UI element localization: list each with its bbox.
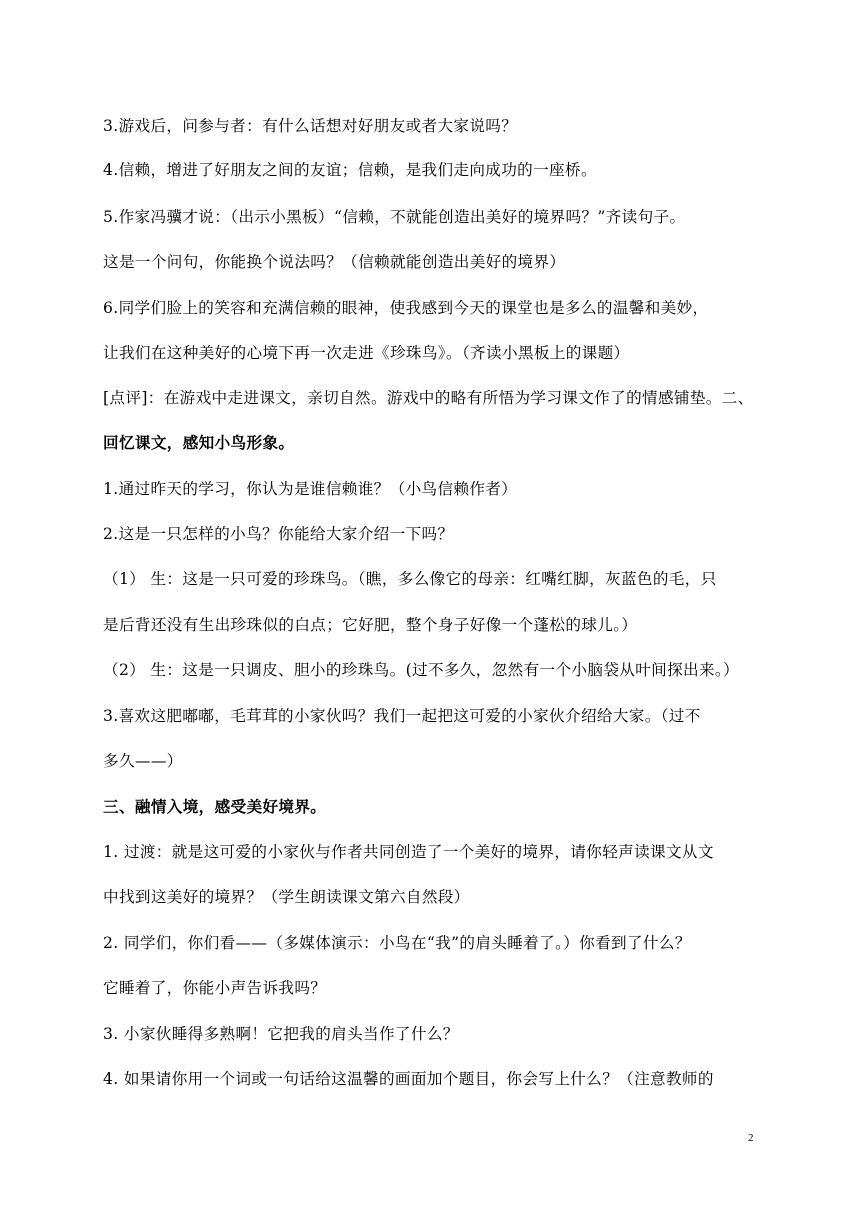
text-line: 这是一个问句，你能换个说法吗？（信赖就能创造出美好的境界） bbox=[103, 253, 566, 271]
text-line: 让我们在这种美好的心境下再一次走进《珍珠鸟》。（齐读小黑板上的课题） bbox=[103, 344, 630, 362]
section-heading: 回忆课文，感知小鸟形象。 bbox=[103, 433, 295, 452]
text-line: 是后背还没有生出珍珠似的白点；它好肥，整个身子好像一个蓬松的球儿。） bbox=[103, 616, 638, 634]
text-line: 它睡着了，你能小声告诉我吗？ bbox=[103, 979, 327, 997]
text-line: 2. 同学们，你们看——（多媒体演示：小鸟在“我”的肩头睡着了。）你看到了什么？ bbox=[103, 934, 691, 952]
text-line: 5.作家冯骥才说：（出示小黑板）“信赖，不就能创造出美好的境界吗？”齐读句子。 bbox=[103, 208, 686, 226]
text-line: 中找到这美好的境界？（学生朗读课文第六自然段） bbox=[103, 888, 470, 906]
section-heading: 三、融情入境，感受美好境界。 bbox=[103, 797, 327, 816]
text-line: 多久——） bbox=[103, 752, 183, 770]
text-line: （2） 生：这是一只调皮、胆小的珍珠鸟。(过不多久，忽然有一个小脑袋从叶间探出来。） bbox=[103, 661, 740, 679]
text-line: 6.同学们脸上的笑容和充满信赖的眼神，使我感到今天的课堂也是多么的温馨和美妙， bbox=[103, 299, 709, 317]
text-line: 3. 小家伙睡得多熟啊！它把我的肩头当作了什么？ bbox=[103, 1025, 459, 1043]
text-line: （1） 生：这是一只可爱的珍珠鸟。（瞧，多么像它的母亲：红嘴红脚，灰蓝色的毛，只 bbox=[103, 570, 717, 588]
page-number: 2 bbox=[748, 1132, 754, 1144]
text-line: 1.通过昨天的学习，你认为是谁信赖谁？（小鸟信赖作者） bbox=[103, 480, 518, 498]
commentary-line: [点评]：在游戏中走进课文，亲切自然。游戏中的略有所悟为学习课文作了的情感铺垫。二、 bbox=[103, 389, 754, 407]
text-line: 4.信赖，增进了好朋友之间的友谊；信赖，是我们走向成功的一座桥。 bbox=[103, 161, 597, 179]
text-line: 4. 如果请你用一个词或一句话给这温馨的画面加个题目，你会写上什么？（注意教师的 bbox=[103, 1070, 714, 1088]
text-line: 2.这是一只怎样的小鸟？你能给大家介绍一下吗？ bbox=[103, 525, 454, 543]
text-line: 3.游戏后，问参与者：有什么话想对好朋友或者大家说吗？ bbox=[103, 117, 518, 135]
text-line: 3.喜欢这肥嘟嘟，毛茸茸的小家伙吗？我们一起把这可爱的小家伙介绍给大家。（过不 bbox=[103, 707, 701, 725]
text-line: 1. 过渡：就是这可爱的小家伙与作者共同创造了一个美好的境界，请你轻声读课文从文 bbox=[103, 843, 714, 861]
